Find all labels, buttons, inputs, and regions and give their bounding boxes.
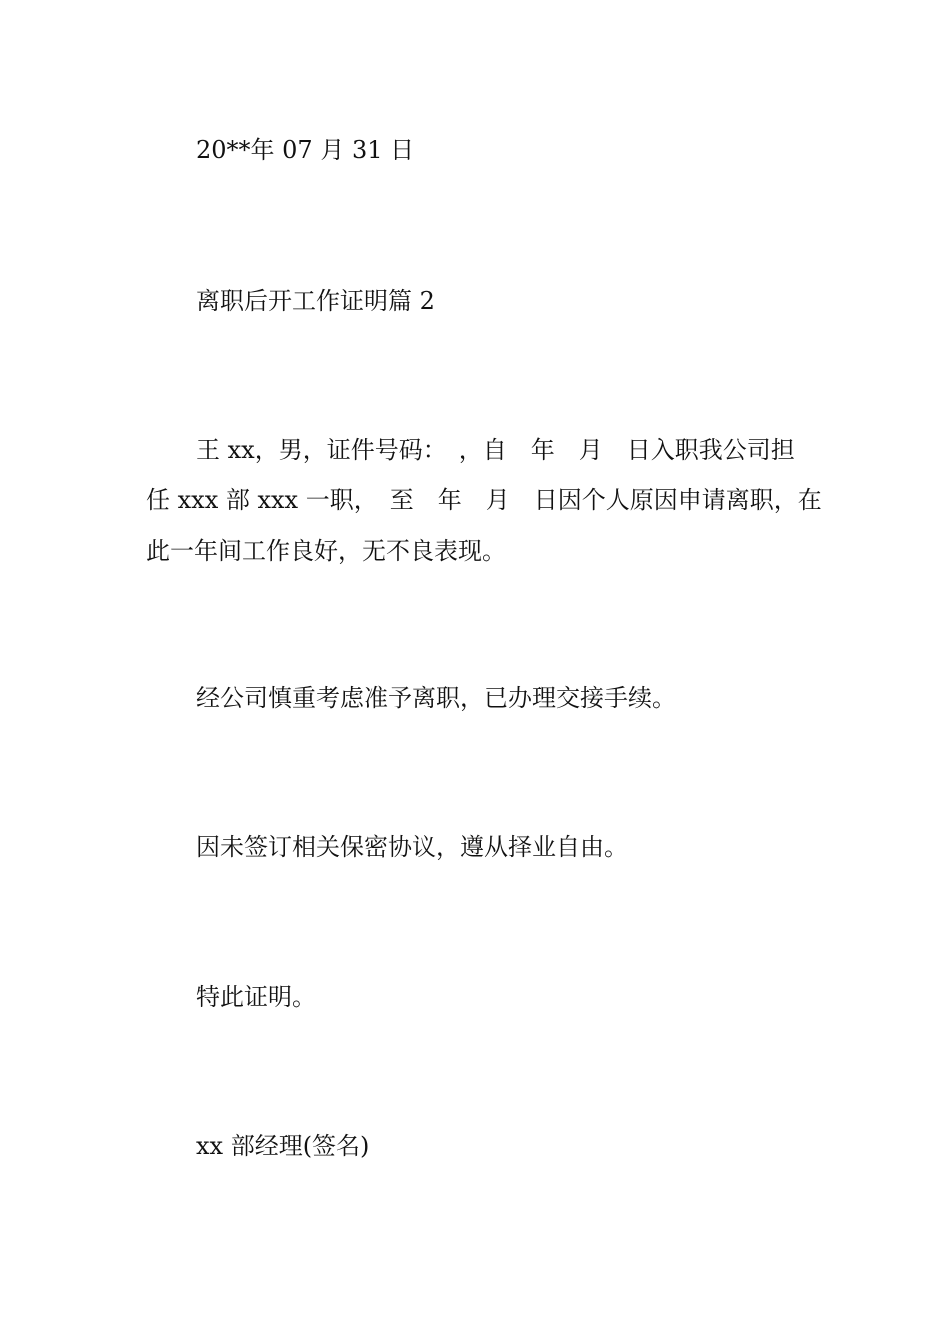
paragraph-4: 特此证明。	[196, 983, 316, 1011]
signature-line: xx 部经理(签名)	[196, 1132, 370, 1160]
paragraph-1-line-3: 此一年间工作良好，无不良表现。	[146, 537, 506, 565]
paragraph-1-line-2: 任 xxx 部 xxx 一职， 至 年 月 日因个人原因申请离职，在	[146, 486, 822, 514]
paragraph-1-line-1: 王 xx，男，证件号码： ，自 年 月 日入职我公司担	[196, 436, 795, 464]
date-line: 20**年 07 月 31 日	[196, 136, 415, 164]
paragraph-3: 因未签订相关保密协议，遵从择业自由。	[196, 833, 628, 861]
paragraph-2: 经公司慎重考虑准予离职，已办理交接手续。	[196, 684, 676, 712]
section-title: 离职后开工作证明篇 2	[196, 287, 435, 315]
